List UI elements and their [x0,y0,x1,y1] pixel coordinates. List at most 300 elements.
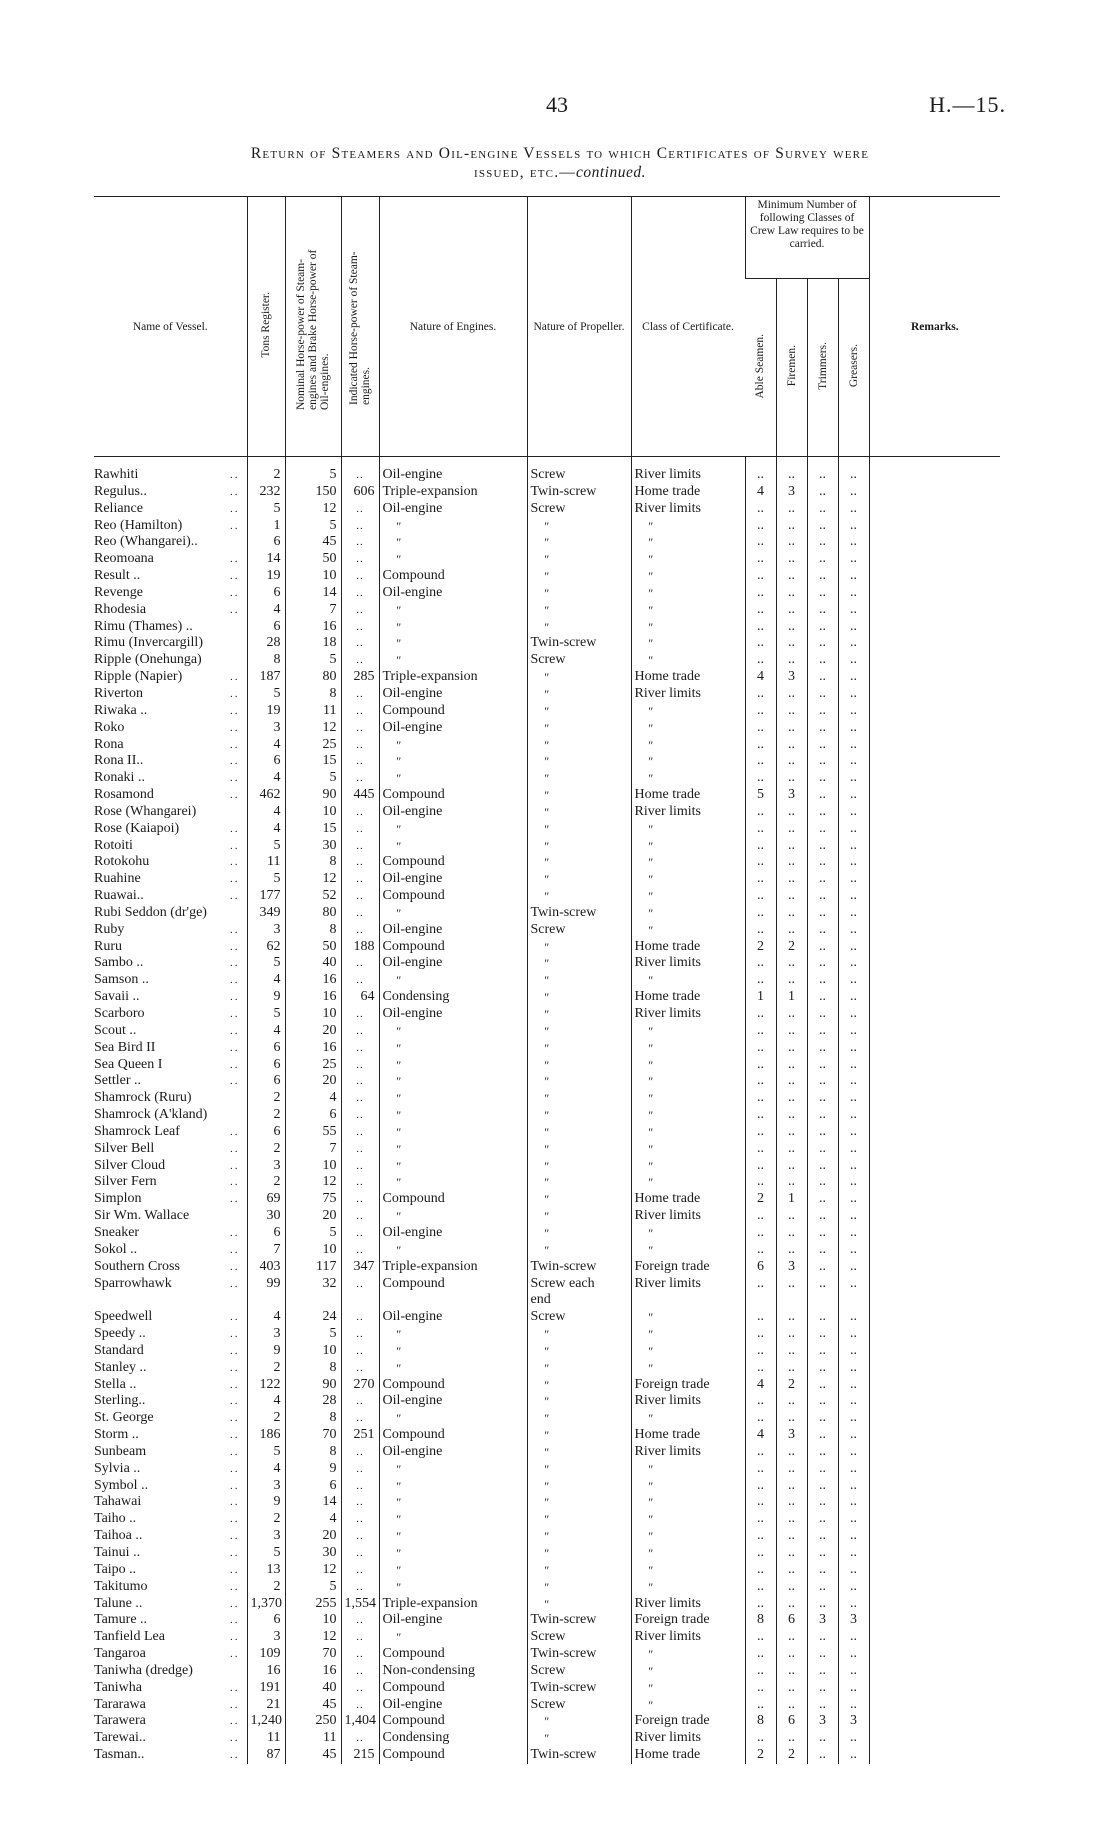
tons-cell: 4 [247,821,285,838]
vessel-name: Storm .. [94,1427,139,1443]
propeller-cell: Screw [527,1629,631,1646]
vessel-name: Symbol .. [94,1477,149,1493]
tons-cell: 191 [247,1680,285,1697]
leader-dots: .. [230,1496,240,1509]
greasers-cell: .. [838,669,869,686]
remarks-cell [869,922,1000,939]
indicated-hp-cell: .. [341,1562,379,1579]
able-seamen-cell: .. [745,1697,776,1714]
indicated-hp-cell: .. [341,1343,379,1360]
indicated-hp-cell: .. [341,1511,379,1528]
tons-cell: 13 [247,1562,285,1579]
vessel-name: Tarewai.. [94,1730,146,1746]
vessel-name-cell [94,1680,247,1697]
leader-dots: .. [230,1008,240,1020]
indicated-hp-cell: .. [341,871,379,888]
col-header-nominal-hp: Nominal Horse-power of Steam-engines and Brake Horse-power of Oil-engines. [285,197,341,457]
vessel-name-cell [94,501,247,518]
tons-cell: 5 [247,1545,285,1562]
trimmers-cell: .. [807,804,838,821]
table-row [94,922,1000,939]
indicated-hp-cell: 64 [341,989,379,1006]
table-row [94,854,1000,871]
able-seamen-cell: .. [745,1242,776,1259]
firemen-cell: .. [776,1158,807,1175]
indicated-hp-cell: .. [341,1225,379,1242]
table-row [94,1276,1000,1293]
certificate-cell: " [631,1545,745,1562]
table-row [94,1444,1000,1461]
leader-dots: .. [230,1412,240,1425]
nominal-hp-cell: 4 [285,1511,341,1528]
col-header-able-seamen: Able Seamen. [745,279,776,457]
indicated-hp-cell: .. [341,686,379,703]
tons-cell: 232 [247,484,285,501]
tons-cell: 21 [247,1697,285,1714]
engines-cell: Compound [379,1276,527,1293]
greasers-cell: .. [838,1191,869,1208]
vessel-name-cell [94,1090,247,1107]
tons-cell: 403 [247,1259,285,1276]
greasers-cell: .. [838,1697,869,1714]
indicated-hp-cell: .. [341,1073,379,1090]
engines-cell: Oil-engine [379,804,527,821]
remarks-cell [869,1191,1000,1208]
tons-cell: 7 [247,1242,285,1259]
firemen-cell: .. [776,1478,807,1495]
greasers-cell: .. [838,1326,869,1343]
remarks-cell [869,585,1000,602]
nominal-hp-cell: 20 [285,1208,341,1225]
tons-cell: 9 [247,1343,285,1360]
vessel-name: Tarawera [94,1713,146,1729]
vessel-name-cell [94,1006,247,1023]
table-row [94,787,1000,804]
table-row [94,1730,1000,1747]
able-seamen-cell: .. [745,737,776,754]
leader-dots: .. [230,1041,240,1054]
table-row [94,568,1000,585]
table-row [94,457,1000,484]
trimmers-cell: .. [807,1191,838,1208]
trimmers-cell: .. [807,737,838,754]
able-seamen-cell: 4 [745,669,776,686]
table-row [94,703,1000,720]
vessel-name-cell [94,1494,247,1511]
indicated-hp-cell: .. [341,703,379,720]
vessel-name: Sir Wm. Wallace [94,1208,190,1224]
propeller-cell: " [527,1393,631,1410]
trimmers-cell: .. [807,1158,838,1175]
able-seamen-cell: .. [745,652,776,669]
nominal-hp-cell: 30 [285,838,341,855]
vessel-name-cell [94,888,247,905]
trimmers-cell: .. [807,1006,838,1023]
remarks-cell [869,753,1000,770]
firemen-cell: .. [776,1225,807,1242]
able-seamen-cell: .. [745,1629,776,1646]
greasers-cell: .. [838,1646,869,1663]
nominal-hp-cell: 8 [285,854,341,871]
propeller-cell: " [527,753,631,770]
nominal-hp-cell: 8 [285,1360,341,1377]
indicated-hp-cell: .. [341,1410,379,1427]
table-row [94,669,1000,686]
nominal-hp-cell: 10 [285,1158,341,1175]
nominal-hp-cell: 20 [285,1528,341,1545]
able-seamen-cell: 2 [745,939,776,956]
firemen-cell: .. [776,1663,807,1680]
certificate-cell: " [631,1478,745,1495]
engines-cell: " [379,1208,527,1225]
able-seamen-cell: .. [745,905,776,922]
greasers-cell: .. [838,939,869,956]
indicated-hp-cell: .. [341,1242,379,1259]
propeller-cell: " [527,1478,631,1495]
remarks-cell [869,1057,1000,1074]
indicated-hp-cell: .. [341,1006,379,1023]
firemen-cell: .. [776,1309,807,1326]
nominal-hp-cell: 8 [285,686,341,703]
remarks-cell [869,1629,1000,1646]
certificate-cell: " [631,568,745,585]
table-row [94,1697,1000,1714]
indicated-hp-cell: .. [341,1023,379,1040]
certificate-cell: " [631,871,745,888]
nominal-hp-cell: 5 [285,518,341,535]
propeller-cell: Screw [527,1309,631,1326]
engines-cell: Triple-expansion [379,1596,527,1613]
certificate-cell: River limits [631,1629,745,1646]
greasers-cell: .. [838,551,869,568]
engines-cell: Condensing [379,1730,527,1747]
greasers-cell: .. [838,1545,869,1562]
vessel-name-cell [94,972,247,989]
certificate-cell: " [631,635,745,652]
vessel-name-cell [94,534,247,551]
vessel-name-cell [94,1528,247,1545]
engines-cell: Compound [379,703,527,720]
remarks-cell [869,989,1000,1006]
able-seamen-cell: 2 [745,1747,776,1764]
certificate-cell: River limits [631,1208,745,1225]
page-number: 43 [546,92,568,117]
remarks-cell [869,518,1000,535]
able-seamen-cell: 4 [745,484,776,501]
table-row [94,1259,1000,1276]
table-row [94,1073,1000,1090]
engines-cell: " [379,652,527,669]
engines-cell: Oil-engine [379,720,527,737]
greasers-cell: .. [838,1680,869,1697]
trimmers-cell: .. [807,1596,838,1613]
greasers-cell: .. [838,1444,869,1461]
firemen-cell: .. [776,1410,807,1427]
engines-cell: " [379,1343,527,1360]
nominal-hp-cell: 14 [285,1494,341,1511]
remarks-cell [869,652,1000,669]
greasers-cell: .. [838,1377,869,1394]
able-seamen-cell: .. [745,457,776,484]
leader-dots: .. [230,1597,240,1610]
propeller-cell: Twin-screw [527,1612,631,1629]
remarks-cell [869,804,1000,821]
tons-cell: 3 [247,1158,285,1175]
trimmers-cell: .. [807,821,838,838]
table-row [94,1427,1000,1444]
remarks-cell [869,703,1000,720]
certificate-cell: " [631,905,745,922]
indicated-hp-cell: .. [341,922,379,939]
table-row [94,1343,1000,1360]
tons-cell: 16 [247,1663,285,1680]
able-seamen-cell: .. [745,854,776,871]
nominal-hp-cell: 10 [285,1242,341,1259]
table-row [94,720,1000,737]
able-seamen-cell: .. [745,922,776,939]
firemen-cell: .. [776,1326,807,1343]
table-row [94,1141,1000,1158]
vessel-name-cell [94,1444,247,1461]
remarks-cell [869,1747,1000,1764]
remarks-cell [869,770,1000,787]
table-row [94,1663,1000,1680]
vessel-name: Taihoa .. [94,1528,143,1544]
able-seamen-cell: .. [745,1596,776,1613]
remarks-cell [869,821,1000,838]
engines-cell: " [379,1242,527,1259]
firemen-cell: .. [776,770,807,787]
leader-dots: .. [230,1260,240,1273]
tons-cell: 2 [247,1579,285,1596]
engines-cell: " [379,1057,527,1074]
nominal-hp-cell: 40 [285,1680,341,1697]
firemen-cell: .. [776,804,807,821]
table-row [94,1309,1000,1326]
document-code: H.—15. [929,92,1006,117]
vessel-name-cell [94,635,247,652]
remarks-cell [869,619,1000,636]
firemen-cell: 3 [776,669,807,686]
indicated-hp-cell: .. [341,457,379,484]
nominal-hp-cell: 12 [285,1562,341,1579]
firemen-cell: .. [776,1090,807,1107]
certificate-cell: " [631,1107,745,1124]
propeller-cell: " [527,1562,631,1579]
propeller-cell: " [527,669,631,686]
propeller-cell: Twin-screw [527,484,631,501]
vessel-name-cell [94,854,247,871]
propeller-cell: " [527,1579,631,1596]
nominal-hp-cell: 55 [285,1124,341,1141]
indicated-hp-cell: .. [341,1309,379,1326]
col-header-propeller: Nature of Propeller. [527,197,631,457]
able-seamen-cell: .. [745,1040,776,1057]
greasers-cell: .. [838,585,869,602]
trimmers-cell: .. [807,1023,838,1040]
page-title [120,144,1000,182]
vessel-name-cell [94,602,247,619]
indicated-hp-cell: .. [341,1360,379,1377]
remarks-cell [869,686,1000,703]
engines-cell: " [379,1360,527,1377]
firemen-cell: .. [776,652,807,669]
remarks-cell [869,1259,1000,1276]
firemen-cell [776,1292,807,1309]
indicated-hp-cell: 285 [341,669,379,686]
greasers-cell: 3 [838,1612,869,1629]
propeller-cell: " [527,720,631,737]
tons-cell: 5 [247,1006,285,1023]
trimmers-cell: .. [807,770,838,787]
trimmers-cell: .. [807,1377,838,1394]
greasers-cell: .. [838,1528,869,1545]
propeller-cell: " [527,1427,631,1444]
engines-cell: Oil-engine [379,457,527,484]
remarks-cell [869,457,1000,484]
vessel-name-cell [94,1747,247,1764]
vessel-name: Rimu (Invercargill) [94,635,203,651]
propeller-cell: Screw [527,652,631,669]
certificate-cell: Home trade [631,484,745,501]
greasers-cell: .. [838,922,869,939]
indicated-hp-cell: .. [341,635,379,652]
nominal-hp-cell: 52 [285,888,341,905]
propeller-cell: " [527,1444,631,1461]
indicated-hp-cell: 270 [341,1377,379,1394]
trimmers-cell: .. [807,1646,838,1663]
remarks-cell [869,720,1000,737]
certificate-cell: " [631,1461,745,1478]
able-seamen-cell: .. [745,770,776,787]
remarks-cell [869,1124,1000,1141]
vessel-name-cell [94,720,247,737]
engines-cell: " [379,1141,527,1158]
propeller-cell: " [527,1023,631,1040]
firemen-cell: .. [776,1242,807,1259]
vessel-name: Settler .. [94,1073,142,1089]
tons-cell: 62 [247,939,285,956]
greasers-cell: .. [838,871,869,888]
leader-dots: .. [230,1614,240,1627]
certificate-cell: River limits [631,1444,745,1461]
firemen-cell: .. [776,1596,807,1613]
leader-dots: .. [230,1445,240,1458]
greasers-cell: .. [838,1040,869,1057]
tons-cell: 6 [247,1124,285,1141]
able-seamen-cell: .. [745,602,776,619]
leader-dots: .. [230,1462,240,1475]
indicated-hp-cell: .. [341,821,379,838]
able-seamen-cell: .. [745,1090,776,1107]
propeller-cell: " [527,838,631,855]
indicated-hp-cell: .. [341,770,379,787]
tons-cell: 6 [247,1225,285,1242]
able-seamen-cell: .. [745,804,776,821]
able-seamen-cell: .. [745,1073,776,1090]
indicated-hp-cell: 606 [341,484,379,501]
vessel-name-cell [94,703,247,720]
engines-cell: " [379,619,527,636]
vessel-name: Tamure .. [94,1612,148,1628]
able-seamen-cell: .. [745,619,776,636]
table-row [94,635,1000,652]
engines-cell: Oil-engine [379,1393,527,1410]
indicated-hp-cell: .. [341,619,379,636]
firemen-cell: .. [776,1562,807,1579]
table-row [94,1107,1000,1124]
trimmers-cell: .. [807,1461,838,1478]
indicated-hp-cell: .. [341,1326,379,1343]
certificate-cell: " [631,1562,745,1579]
indicated-hp-cell: 1,554 [341,1596,379,1613]
certificate-cell: " [631,922,745,939]
tons-cell: 4 [247,1023,285,1040]
propeller-cell: " [527,1596,631,1613]
firemen-cell: .. [776,568,807,585]
vessel-name-cell [94,1141,247,1158]
vessel-name-cell [94,922,247,939]
able-seamen-cell: .. [745,1511,776,1528]
nominal-hp-cell: 8 [285,922,341,939]
greasers-cell: .. [838,1478,869,1495]
leader-dots: .. [230,789,240,802]
engines-cell: Compound [379,1377,527,1394]
able-seamen-cell: 4 [745,1377,776,1394]
propeller-cell: Screw [527,501,631,518]
tons-cell: 4 [247,972,285,989]
greasers-cell: .. [838,753,869,770]
trimmers-cell: .. [807,1579,838,1596]
greasers-cell: 3 [838,1713,869,1730]
certificate-cell: " [631,602,745,619]
trimmers-cell: .. [807,1343,838,1360]
firemen-cell: .. [776,585,807,602]
greasers-cell: .. [838,602,869,619]
firemen-cell: .. [776,501,807,518]
firemen-cell: .. [776,1393,807,1410]
firemen-cell: 6 [776,1713,807,1730]
engines-cell: Oil-engine [379,1444,527,1461]
firemen-cell: .. [776,1545,807,1562]
leader-dots: .. [230,839,240,852]
trimmers-cell: .. [807,551,838,568]
vessel-name-cell [94,1174,247,1191]
propeller-cell: " [527,821,631,838]
greasers-cell: .. [838,1747,869,1764]
remarks-cell [869,1242,1000,1259]
greasers-cell: .. [838,619,869,636]
leader-dots: .. [230,1058,240,1071]
certificate-cell: Foreign trade [631,1612,745,1629]
engines-cell: " [379,737,527,754]
remarks-cell [869,1006,1000,1023]
certificate-cell: " [631,1326,745,1343]
col-header-name: Name of Vessel. [94,197,247,457]
certificate-cell: " [631,753,745,770]
remarks-cell [869,1393,1000,1410]
engines-cell: Triple-expansion [379,1259,527,1276]
vessel-name-cell [94,1276,247,1293]
able-seamen-cell: 5 [745,787,776,804]
indicated-hp-cell: 215 [341,1747,379,1764]
vessel-name: Ruru [94,938,122,954]
certificate-cell: " [631,1579,745,1596]
firemen-cell: .. [776,1208,807,1225]
nominal-hp-cell: 30 [285,1545,341,1562]
engines-cell: Compound [379,1191,527,1208]
vessel-name-cell [94,1393,247,1410]
